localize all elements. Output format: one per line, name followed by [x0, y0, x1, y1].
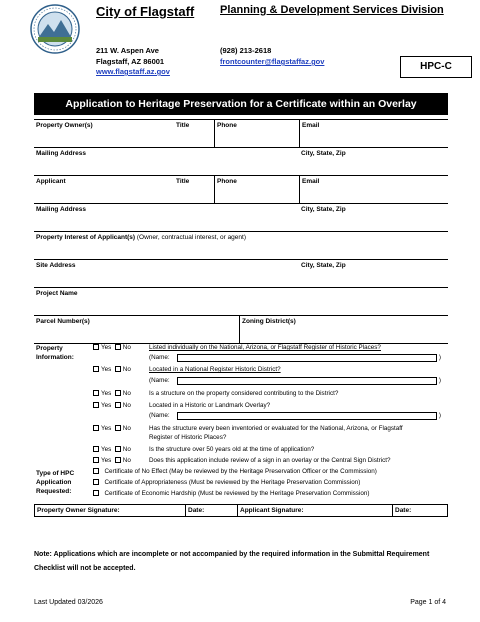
- checkbox-icon[interactable]: [93, 344, 99, 350]
- site-address-row: [34, 260, 448, 288]
- q4-name-input[interactable]: [177, 412, 437, 420]
- applicant-phone-field[interactable]: Phone: [214, 176, 299, 203]
- checkbox-icon[interactable]: [115, 402, 121, 408]
- q1-yes-no[interactable]: Yes No: [93, 344, 131, 353]
- q4-name-field[interactable]: (Name: ): [149, 412, 441, 419]
- project-name-field[interactable]: Project Name: [36, 290, 78, 297]
- question-7: Does this application include review of a sign in an overlay or the Central Sign District?: [149, 457, 391, 464]
- applicant-row: [34, 176, 448, 204]
- checkbox-icon[interactable]: [93, 390, 99, 396]
- q4-yes-no[interactable]: Yes No: [93, 402, 131, 411]
- q7-yes-no[interactable]: Yes No: [93, 457, 131, 466]
- owner-title-field[interactable]: Title: [176, 122, 190, 129]
- applicant-mailing-address-field[interactable]: Mailing Address: [36, 206, 86, 213]
- question-6: Is the structure over 50 years old at the time of application?: [149, 446, 315, 453]
- property-interest-label: Property Interest of Applicant(s): [36, 234, 136, 241]
- checkbox-icon[interactable]: [115, 344, 121, 350]
- address-line-1: 211 W. Aspen Ave: [96, 46, 159, 55]
- question-2: Located in a National Register Historic District?: [149, 366, 281, 373]
- q2-name-input[interactable]: [177, 377, 437, 385]
- applicant-title-field[interactable]: Title: [176, 178, 190, 185]
- city-name: City of Flagstaff: [96, 4, 195, 19]
- q3-yes-no[interactable]: Yes No: [93, 390, 131, 399]
- parcel-zoning-row: [34, 316, 448, 344]
- checkbox-icon[interactable]: [93, 446, 99, 452]
- owner-date-field[interactable]: Date:: [185, 505, 237, 516]
- option-economic-hardship[interactable]: Certificate of Economic Hardship (Must be reviewed by the Heritage Preservation Commission): [93, 490, 369, 499]
- checkbox-icon[interactable]: [93, 468, 99, 474]
- signature-row: [34, 504, 448, 517]
- applicant-field[interactable]: Applicant: [36, 178, 66, 185]
- checkbox-icon[interactable]: [93, 425, 99, 431]
- owner-phone-field[interactable]: Phone: [214, 120, 299, 147]
- question-3: Is a structure on the property considered contributing to the District?: [149, 390, 339, 397]
- q1-name-input[interactable]: [177, 354, 437, 362]
- checkbox-icon[interactable]: [93, 457, 99, 463]
- contact-fields-grid: [34, 119, 448, 344]
- owner-row: [34, 120, 448, 148]
- property-interest-hint: (Owner, contractual interest, or agent): [136, 234, 246, 241]
- checkbox-icon[interactable]: [93, 402, 99, 408]
- property-information-section: [34, 344, 448, 504]
- app-type-label-line2: Application: [36, 479, 72, 486]
- page-number: Page 1 of 4: [410, 599, 446, 606]
- address-line-2: Flagstaff, AZ 86001: [96, 57, 165, 66]
- q2-name-field[interactable]: (Name: ): [149, 377, 441, 384]
- question-5-continued: Register of Historic Places?: [149, 434, 227, 441]
- applicant-mailing-row: [34, 204, 448, 232]
- site-city-state-zip-field[interactable]: City, State, Zip: [301, 262, 346, 269]
- property-info-label-line2: Information:: [36, 354, 74, 361]
- property-interest-row: [34, 232, 448, 260]
- checkbox-icon[interactable]: [93, 479, 99, 485]
- checkbox-icon[interactable]: [93, 366, 99, 372]
- form-code-box: HPC-C: [400, 56, 472, 78]
- option-no-effect[interactable]: Certificate of No Effect (May be reviewed by the Heritage Preservation Officer or the Commission): [93, 468, 377, 477]
- site-address-field[interactable]: Site Address: [36, 262, 76, 269]
- checkbox-icon[interactable]: [115, 366, 121, 372]
- checkbox-icon[interactable]: [115, 446, 121, 452]
- parcel-numbers-field[interactable]: Parcel Number(s): [36, 318, 90, 325]
- checkbox-icon[interactable]: [115, 457, 121, 463]
- owner-email-field[interactable]: Email: [299, 120, 448, 147]
- last-updated: Last Updated 03/2026: [34, 599, 103, 606]
- q5-yes-no[interactable]: Yes No: [93, 425, 131, 434]
- division-email-link[interactable]: frontcounter@flagstaffaz.gov: [220, 57, 325, 66]
- checkbox-icon[interactable]: [93, 490, 99, 496]
- city-seal-logo: [30, 4, 80, 54]
- checkbox-icon[interactable]: [115, 390, 121, 396]
- q6-yes-no[interactable]: Yes No: [93, 446, 131, 455]
- option-appropriateness[interactable]: Certificate of Appropriateness (Must be reviewed by the Heritage Preservation Commission): [93, 479, 360, 488]
- app-type-label-line1: Type of HPC: [36, 470, 75, 477]
- app-type-label-line3: Requested:: [36, 488, 72, 495]
- q1-name-field[interactable]: (Name: ): [149, 354, 441, 361]
- submission-note: Note: Applications which are incomplete or not accompanied by the required information in the Submittal Requirement Checklist will not be accepted.: [34, 551, 430, 572]
- question-5: Has the structure every been inventoried or evaluated for the National, Arizona, or Flagstaff: [149, 425, 403, 432]
- owner-mailing-address-field[interactable]: Mailing Address: [36, 150, 86, 157]
- property-interest-field[interactable]: [34, 232, 448, 259]
- applicant-city-state-zip-field[interactable]: City, State, Zip: [301, 206, 346, 213]
- question-1: Listed individually on the National, Arizona, or Flagstaff Register of Historic Places?: [149, 344, 381, 351]
- division-name: Planning & Development Services Division: [220, 4, 444, 16]
- website-link[interactable]: www.flagstaff.az.gov: [96, 67, 170, 76]
- letterhead: [30, 4, 450, 82]
- property-owner-field[interactable]: Property Owner(s): [36, 122, 93, 129]
- applicant-signature-field[interactable]: Applicant Signature:: [237, 505, 392, 516]
- form-title: Application to Heritage Preservation for a Certificate within an Overlay: [34, 93, 448, 115]
- project-name-row: [34, 288, 448, 316]
- applicant-email-field[interactable]: Email: [299, 176, 448, 203]
- applicant-date-field[interactable]: Date:: [392, 505, 449, 516]
- owner-signature-field[interactable]: Property Owner Signature:: [37, 507, 120, 514]
- checkbox-icon[interactable]: [115, 425, 121, 431]
- zoning-districts-field[interactable]: Zoning District(s): [239, 316, 448, 343]
- question-4: Located in a Historic or Landmark Overlay?: [149, 402, 271, 409]
- property-info-label-line1: Property: [36, 345, 63, 352]
- owner-city-state-zip-field[interactable]: City, State, Zip: [301, 150, 346, 157]
- division-phone: (928) 213-2618: [220, 46, 272, 55]
- q2-yes-no[interactable]: Yes No: [93, 366, 131, 375]
- owner-mailing-row: [34, 148, 448, 176]
